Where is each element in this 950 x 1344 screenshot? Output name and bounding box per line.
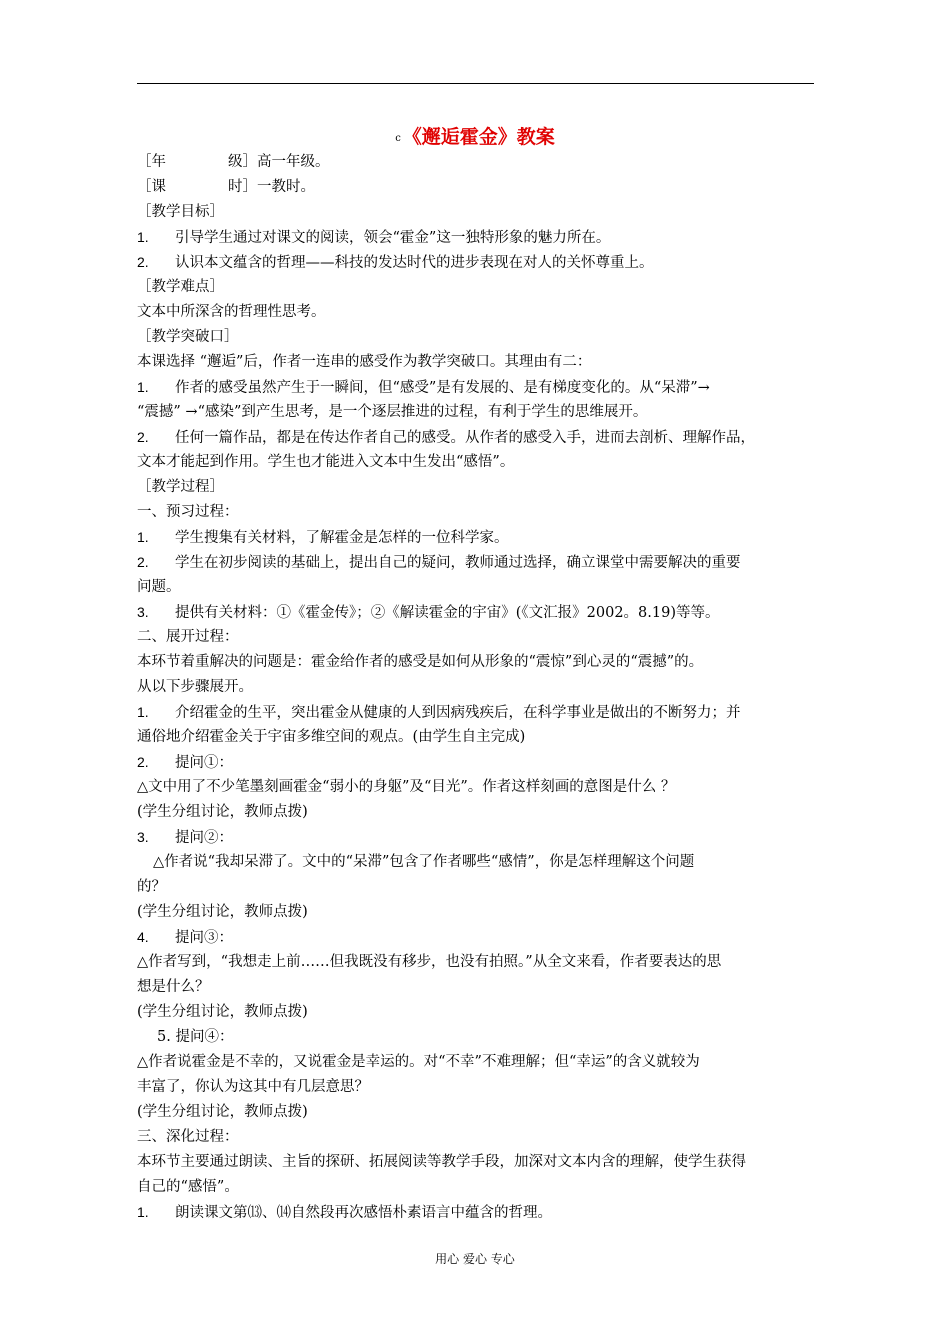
preview-heading: 一、预习过程：: [137, 504, 239, 520]
period-value: 一教时。: [257, 179, 315, 195]
question-2-note: (学生分组讨论，教师点拨): [137, 904, 308, 920]
title-block: [0, 122, 950, 149]
question-3-line-1: △作者写到，“我想走上前……但我既没有移步，也没有拍照。”从全文来看，作者要表达的思: [137, 954, 722, 970]
objective-num-1: 1.: [137, 229, 149, 245]
header-rule: [137, 83, 814, 84]
breakthrough-num-2: 2.: [137, 429, 149, 445]
difficulty-text: 文本中所深含的哲理性思考。: [137, 304, 326, 320]
breakthrough-text-1a: 作者的感受虽然产生于一瞬间，但“感受”是有发展的、是有梯度变化的。从“呆滞”→: [175, 380, 710, 396]
question-3-line-2: 想是什么？: [137, 979, 210, 995]
question-1-label: [137, 750, 814, 775]
develop-item-1-line-2: 通俗地介绍霍金关于宇宙多维空间的观点。(由学生自主完成): [137, 729, 526, 745]
develop-item-1-line-1: [137, 700, 814, 725]
question-3-label-text: 提问③：: [175, 930, 233, 946]
breakthrough-text-2a: 任何一篇作品，都是在传达作者自己的感受。从作者的感受入手，进而去剖析、理解作品，: [175, 430, 755, 446]
process-heading: ［教学过程］: [137, 479, 224, 495]
breakthrough-item-1-line-2: “震撼” →“感染”到产生思考，是一个逐层推进的过程，有利于学生的思维展开。: [137, 404, 648, 420]
preview-text-3: 提供有关材料：①《霍金传》；②《解读霍金的宇宙》(《文汇报》2002。8.19)等等。: [175, 605, 720, 621]
breakthrough-intro: 本课选择 “邂逅”后，作者一连串的感受作为教学突破口。其理由有二：: [137, 354, 592, 370]
breakthrough-item-1-line-1: [137, 375, 814, 400]
question-2-line-2: 的？: [137, 879, 166, 895]
preview-num-2: 2.: [137, 554, 149, 570]
question-3-label: [137, 925, 814, 950]
preview-text-2a: 学生在初步阅读的基础上，提出自己的疑问，教师通过选择，确立课堂中需要解决的重要: [175, 555, 741, 571]
question-4-label: 5. 提问④：: [157, 1029, 234, 1045]
question-2-line-1: △作者说“我却呆滞了。文中的“呆滞”包含了作者哪些“感情”，你是怎样理解这个问题: [153, 854, 695, 870]
grade-close: 级］: [228, 154, 257, 170]
deepen-intro-line-2: 自己的“感悟”。: [137, 1179, 239, 1195]
question-1-text: △文中用了不少笔墨刻画霍金“弱小的身躯”及“目光”。作者这样刻画的意图是什么 ？: [137, 779, 676, 795]
period-open: ［课: [137, 179, 166, 195]
grade-open: ［年: [137, 154, 166, 170]
objective-text-2: 认识本文蕴含的哲理——科技的发达时代的进步表现在对人的关怀尊重上。: [175, 255, 654, 271]
develop-intro-line-2: 从以下步骤展开。: [137, 679, 253, 695]
objective-item-2: [137, 250, 814, 275]
preview-item-1: [137, 525, 814, 550]
question-1-num: 2.: [137, 754, 149, 770]
grade-value: 高一年级。: [257, 154, 330, 170]
deepen-num-1: 1.: [137, 1204, 149, 1220]
deepen-heading: 三、深化过程：: [137, 1129, 239, 1145]
develop-intro-line-1: 本环节着重解决的问题是：霍金给作者的感受是如何从形象的“震惊”到心灵的“震撼”的。: [137, 654, 704, 670]
objective-item-1: [137, 225, 814, 250]
preview-item-2-line-1: [137, 550, 814, 575]
objectives-heading: ［教学目标］: [137, 204, 224, 220]
question-1-label-text: 提问①：: [175, 755, 233, 771]
preview-item-3: [137, 600, 814, 625]
difficulty-heading: ［教学难点］: [137, 279, 224, 295]
title-mark: c: [395, 133, 401, 144]
question-3-note: (学生分组讨论，教师点拨): [137, 1004, 308, 1020]
question-4-line-1: △作者说霍金是不幸的，又说霍金是幸运的。对“不幸”不难理解；但“幸运”的含义就较为: [137, 1054, 700, 1070]
preview-item-2-line-2: 问题。: [137, 579, 181, 595]
period-close: 时］: [228, 179, 257, 195]
breakthrough-heading: ［教学突破口］: [137, 329, 239, 345]
question-1-note: (学生分组讨论，教师点拨): [137, 804, 308, 820]
breakthrough-item-2-line-1: [137, 425, 814, 450]
breakthrough-num-1: 1.: [137, 379, 149, 395]
question-4-note: (学生分组讨论，教师点拨): [137, 1104, 308, 1120]
question-2-label: [137, 825, 814, 850]
deepen-text-1: 朗读课文第⒀、⒁自然段再次感悟朴素语言中蕴含的哲理。: [175, 1205, 552, 1221]
period-line: [137, 175, 814, 200]
question-3-num: 4.: [137, 929, 149, 945]
objective-text-1: 引导学生通过对课文的阅读，领会“霍金”这一独特形象的魅力所在。: [175, 230, 611, 246]
question-4-line-2: 丰富了，你认为这其中有几层意思？: [137, 1079, 369, 1095]
deepen-item-1: [137, 1200, 814, 1225]
deepen-intro-line-1: 本环节主要通过朗读、主旨的探研、拓展阅读等教学手段，加深对文本内含的理解，使学生获得: [137, 1154, 746, 1170]
page-title: 《邂逅霍金》教案: [402, 126, 555, 148]
objective-num-2: 2.: [137, 254, 149, 270]
page-footer: 用心 爱心 专心: [435, 1252, 515, 1266]
develop-heading: 二、展开过程：: [137, 629, 239, 645]
preview-num-3: 3.: [137, 604, 149, 620]
preview-text-1: 学生搜集有关材料，了解霍金是怎样的一位科学家。: [175, 530, 509, 546]
develop-num-1: 1.: [137, 704, 149, 720]
preview-num-1: 1.: [137, 529, 149, 545]
develop-text-1a: 介绍霍金的生平，突出霍金从健康的人到因病残疾后，在科学事业是做出的不断努力；并: [175, 705, 741, 721]
breakthrough-item-2-line-2: 文本才能起到作用。学生也才能进入文本中生发出“感悟”。: [137, 454, 515, 470]
question-2-label-text: 提问②：: [175, 830, 233, 846]
grade-line: [137, 150, 814, 175]
question-2-num: 3.: [137, 829, 149, 845]
document-body: [137, 150, 814, 1225]
